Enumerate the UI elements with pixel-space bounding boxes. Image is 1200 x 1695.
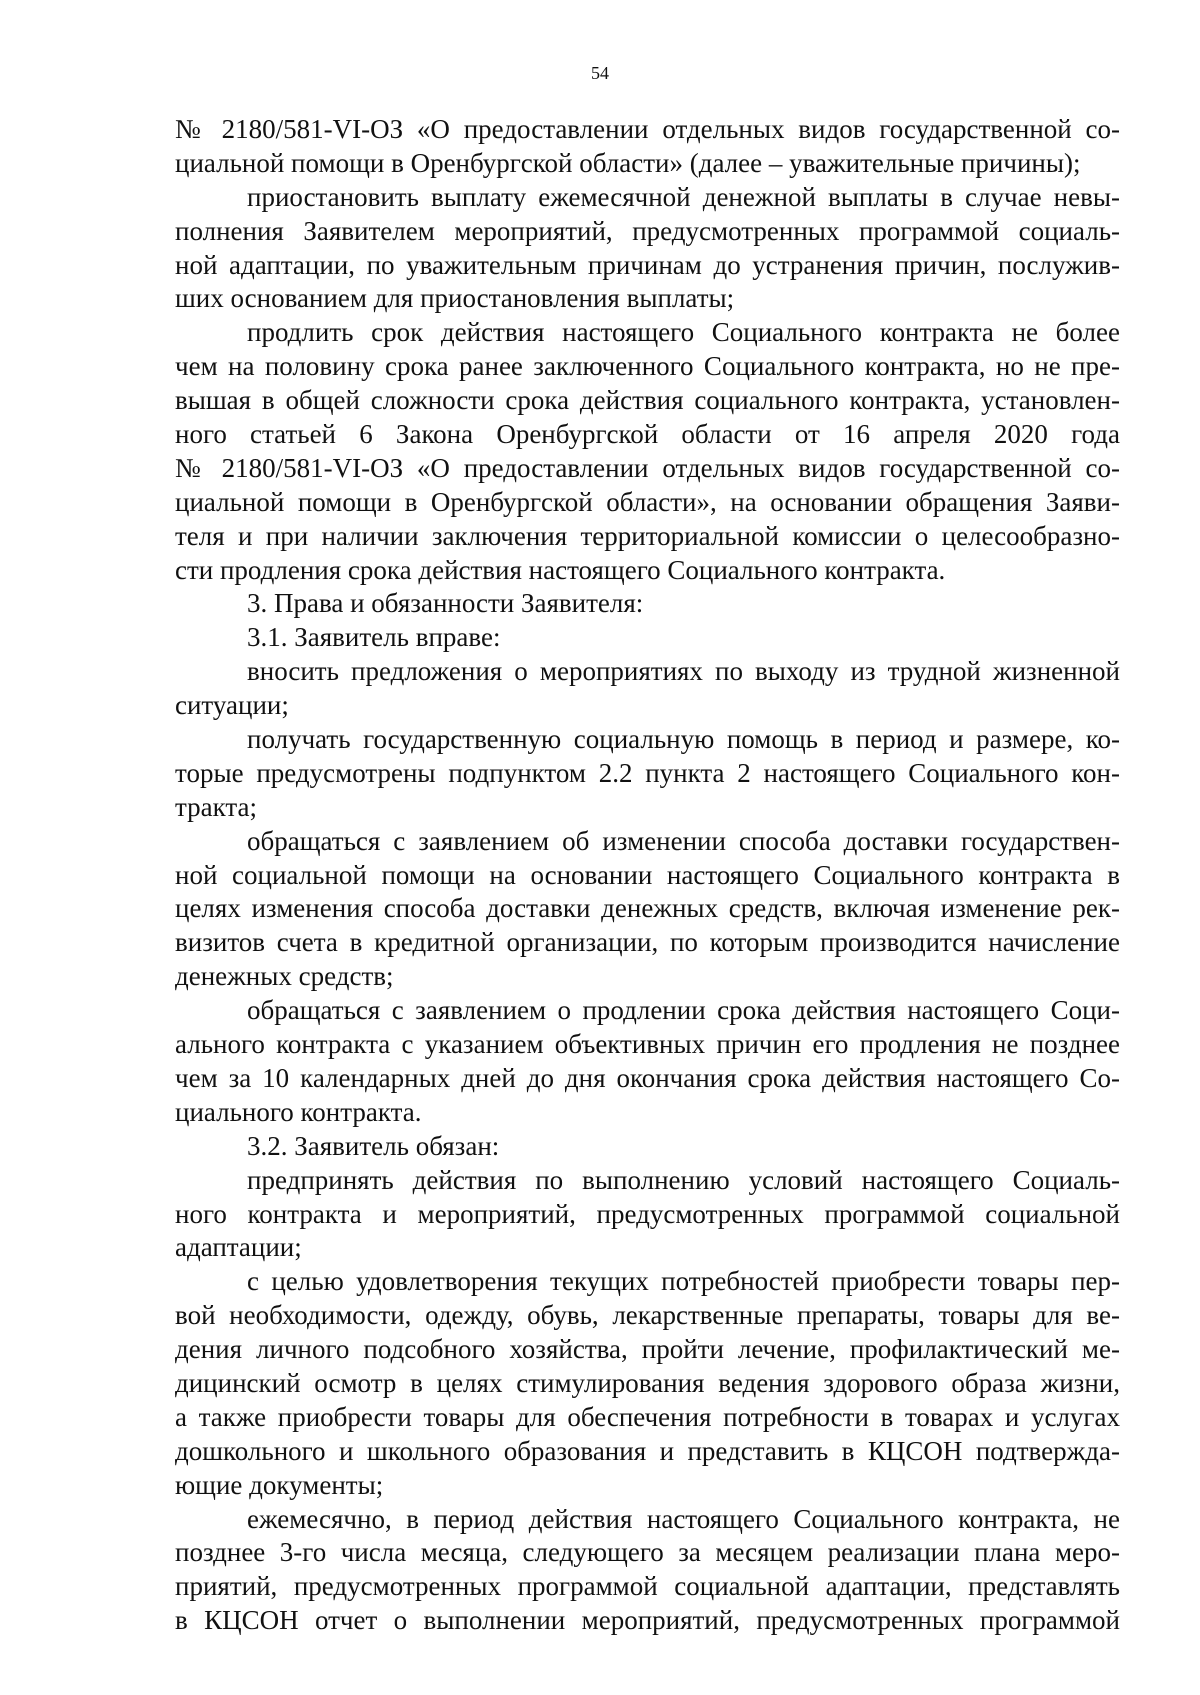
text-line: дения личного подсобного хозяйства, пройти лечение, профилактический ме-: [175, 1334, 1120, 1365]
text-line: ющие документы;: [175, 1469, 384, 1500]
text-line: ших основанием для приостановления выплаты;: [175, 283, 735, 314]
text-line: циальной помощи в Оренбургской области», на основании обращения Заяви-: [175, 486, 1120, 517]
text-line: № 2180/581-VI-ОЗ «О предоставлении отдельных видов государственной со-: [175, 452, 1120, 483]
text-line: обращаться с заявлением об изменении способа доставки государствен-: [247, 825, 1120, 856]
text-line: ной социальной помощи на основании настоящего Социального контракта в: [175, 859, 1120, 890]
text-line: визитов счета в кредитной организации, по которым производится начисление: [175, 927, 1120, 958]
text-line: дицинский осмотр в целях стимулирования ведения здорового образа жизни,: [175, 1367, 1120, 1398]
text-line: ного статьей 6 Закона Оренбургской области от 16 апреля 2020 года: [175, 419, 1120, 450]
text-line: обращаться с заявлением о продлении срока действия настоящего Соци-: [247, 995, 1120, 1026]
text-line: денежных средств;: [175, 961, 394, 992]
text-line: адаптации;: [175, 1232, 302, 1263]
text-line: приостановить выплату ежемесячной денежной выплаты в случае невы-: [247, 181, 1120, 212]
text-line: вышая в общей сложности срока действия социального контракта, установлен-: [175, 385, 1120, 416]
text-line: теля и при наличии заключения территориальной комиссии о целесообразно-: [175, 520, 1120, 551]
text-line: сти продления срока действия настоящего Социального контракта.: [175, 554, 946, 585]
text-line: ситуации;: [175, 690, 289, 721]
text-line: циального контракта.: [175, 1096, 422, 1127]
text-line: тракта;: [175, 791, 257, 822]
text-line: чем за 10 календарных дней до дня окончания срока действия настоящего Со-: [175, 1062, 1120, 1093]
text-line: а также приобрести товары для обеспечения потребности в товарах и услугах: [175, 1401, 1120, 1432]
text-line: ального контракта с указанием объективных причин его продления не позднее: [175, 1029, 1120, 1060]
text-line: дошкольного и школьного образования и представить в КЦСОН подтвержда-: [175, 1435, 1120, 1466]
text-line: вносить предложения о мероприятиях по выходу из трудной жизненной: [247, 656, 1120, 687]
text-line: ежемесячно, в период действия настоящего Социального контракта, не: [247, 1503, 1120, 1534]
text-line: торые предусмотрены подпунктом 2.2 пункта 2 настоящего Социального кон-: [175, 757, 1120, 788]
text-line: предпринять действия по выполнению условий настоящего Социаль-: [247, 1164, 1120, 1195]
text-line: целях изменения способа доставки денежных средств, включая изменение рек-: [175, 893, 1120, 924]
text-line: приятий, предусмотренных программой социальной адаптации, представлять: [175, 1571, 1120, 1602]
text-line: чем на половину срока ранее заключенного Социального контракта, но не пре-: [175, 351, 1120, 382]
section-heading: 3. Права и обязанности Заявителя:: [247, 588, 644, 619]
text-line: с целью удовлетворения текущих потребностей приобрести товары пер-: [247, 1266, 1120, 1297]
text-line: № 2180/581-VI-ОЗ «О предоставлении отдельных видов государственной со-: [175, 114, 1120, 144]
document-body: [175, 113, 1120, 1638]
page-number: 54: [591, 63, 609, 83]
text-line: позднее 3-го числа месяца, следующего за месяцем реализации плана меро-: [175, 1537, 1120, 1568]
subsection-heading: 3.1. Заявитель вправе:: [247, 622, 501, 653]
subsection-heading: 3.2. Заявитель обязан:: [247, 1130, 500, 1161]
text-line: ного контракта и мероприятий, предусмотренных программой социальной: [175, 1198, 1120, 1229]
text-line: получать государственную социальную помощь в период и размере, ко-: [247, 724, 1120, 755]
text-line: в КЦСОН отчет о выполнении мероприятий, предусмотренных программой: [175, 1605, 1120, 1636]
text-line: продлить срок действия настоящего Социального контракта не более: [247, 317, 1120, 348]
text-line: вой необходимости, одежду, обувь, лекарственные препараты, товары для ве-: [175, 1300, 1120, 1331]
text-line: циальной помощи в Оренбургской области» (далее – уважительные причины);: [175, 147, 1081, 178]
text-line: ной адаптации, по уважительным причинам до устранения причин, послужив-: [175, 249, 1120, 280]
text-line: полнения Заявителем мероприятий, предусмотренных программой социаль-: [175, 215, 1120, 246]
